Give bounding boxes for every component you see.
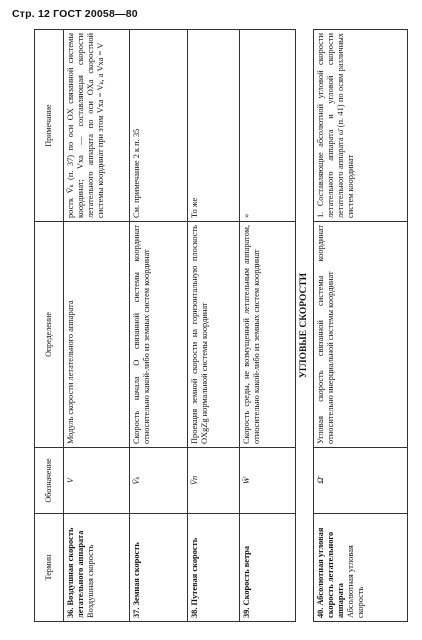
- note-cell: ростк V̄ₖ (п. 37) по оси OX связанной системы координат; Vxa — составляющая скорости летательного аппарата по оси OXa скоростной системы координат при этом Vxa = Vₖ, а Vxa = V: [64, 30, 130, 222]
- symbol-cell: V̄п: [188, 448, 240, 514]
- symbol-cell: Ω̄: [314, 448, 408, 514]
- col-header-symbol: Обозначение: [35, 448, 64, 514]
- definition-cell: Модуль скорости летательного аппарата: [64, 222, 130, 448]
- rotated-table-wrapper: [34, 30, 408, 622]
- symbol-cell: V̄ₖ: [130, 448, 188, 514]
- term-cell: [314, 514, 408, 622]
- definition-cell: Скорость начала O связанной системы координат относительно какой-либо из земных систем координат: [130, 222, 188, 448]
- section-title: УГЛОВЫЕ СКОРОСТИ: [296, 30, 314, 622]
- table-row: [188, 30, 240, 622]
- symbol-cell: V: [64, 448, 130, 514]
- note-cell: То же: [188, 30, 240, 222]
- col-header-definition: Определение: [35, 222, 64, 448]
- table-row: [130, 30, 188, 622]
- definition-cell: Скорость среды, не возмущенной летательным аппаратом, относительно какой-либо из земных систем координат: [240, 222, 296, 448]
- definition-cell: Проекция земной скорости на горизонтальную плоскость OXgZg нормальной системы координат: [188, 222, 240, 448]
- note-cell: 1. Составляющие абсолютной угловой скорости летательного аппарата и угловой скорости летательного аппарата ω̄ (п. 41) по осям различных систем координат: [314, 30, 408, 222]
- term-number: 39.: [242, 607, 251, 618]
- term-cell: [64, 514, 130, 622]
- terms-table: [34, 29, 408, 622]
- term-number: 37.: [132, 607, 141, 618]
- term-name: Земная скорость: [132, 542, 141, 606]
- term-number: 38.: [190, 607, 199, 618]
- term-alt: Абсолютная угловая скорость: [345, 545, 365, 618]
- table-row: [314, 30, 408, 622]
- table-row: [64, 30, 130, 622]
- term-name: Скорость ветра: [242, 545, 251, 606]
- note-cell: »: [240, 30, 296, 222]
- table-header-row: [35, 30, 64, 622]
- table-row: [240, 30, 296, 622]
- definition-cell: Угловая скорость связанной системы координат относительно инерциальной системы координат: [314, 222, 408, 448]
- term-number: 40.: [316, 607, 325, 618]
- col-header-note: Примечание: [35, 30, 64, 222]
- term-cell: [130, 514, 188, 622]
- note-cell: См. примечание 2 к п. 35: [130, 30, 188, 222]
- col-header-term: Термин: [35, 514, 64, 622]
- page-header: Стр. 12 ГОСТ 20058—80: [12, 8, 138, 20]
- symbol-cell: W̄: [240, 448, 296, 514]
- section-row: [296, 30, 314, 622]
- term-name: Путевая скорость: [190, 537, 199, 606]
- term-name: Воздушная скорость летательного аппарата: [66, 527, 85, 618]
- term-alt: Воздушная скорость: [85, 544, 95, 618]
- term-number: 36.: [66, 607, 75, 618]
- term-cell: [240, 514, 296, 622]
- term-cell: [188, 514, 240, 622]
- term-name: Абсолютная угловая скорость летательного аппарата: [316, 527, 345, 618]
